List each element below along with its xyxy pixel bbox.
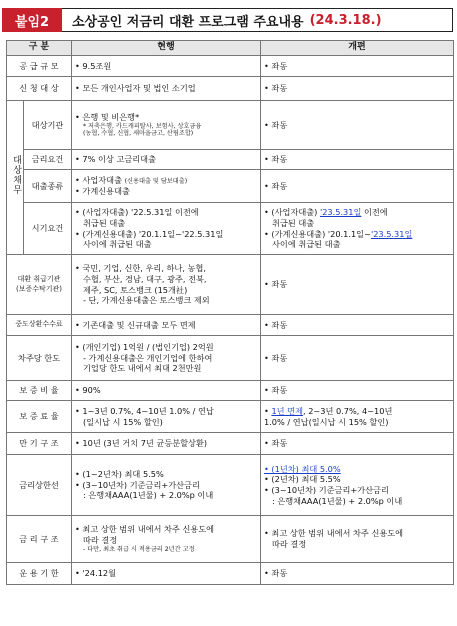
current-cell: • 모든 개인사업자 및 법인 소기업 — [72, 77, 261, 101]
row-label: 대출종류 — [24, 170, 72, 203]
revised-text-part: , 2~3년 0.7%, 4~10년 — [302, 405, 393, 416]
title-box — [62, 8, 453, 32]
current-cell: • '24.12월 — [72, 563, 261, 585]
revised-cell — [261, 401, 454, 433]
table-row — [7, 455, 454, 516]
row-label: 보 증 비 율 — [7, 381, 72, 401]
revised-text-part: • (사업자대출) — [264, 207, 320, 218]
current-cell — [72, 336, 261, 381]
revised-text-part: • — [264, 405, 272, 416]
revised-cell: • 좌동 — [261, 56, 454, 77]
revised-text: • 최고 상한 범위 내에서 차주 신용도에 — [264, 528, 404, 539]
revised-text: • (3~10년차) 기준금리+가산금리 — [264, 485, 389, 495]
revised-text: 따라 결정 — [272, 539, 307, 549]
current-cell — [72, 516, 261, 563]
header-current: 현행 — [72, 41, 261, 56]
current-text: 따라 결정 — [83, 535, 118, 546]
table-row — [7, 203, 454, 255]
current-text — [75, 175, 257, 186]
current-text: : 은행채AAA(1년물) + 2.0%p 이내 — [83, 490, 214, 501]
document-title: 소상공인 저금리 대환 프로그램 주요내용 — [72, 14, 304, 30]
revised-text: 취급된 대출 — [272, 217, 315, 228]
table-row — [7, 150, 454, 170]
revised-highlight: '23.5.31일 — [370, 228, 413, 239]
group-label-target-debt — [7, 101, 24, 255]
revised-cell: • 좌동 — [261, 255, 454, 315]
revised-cell: • 좌동 — [261, 336, 454, 381]
row-label: 차주당 한도 — [7, 336, 72, 381]
row-label-text: 대환 취급기관 — [17, 275, 61, 284]
row-label: 보 증 료 율 — [7, 401, 72, 433]
current-text: • 국민, 기업, 신한, 우리, 하나, 농협, — [75, 263, 206, 274]
current-text: • (3~10년차) 기준금리+가산금리 — [75, 479, 200, 490]
revised-cell: • 좌동 — [261, 315, 454, 336]
current-cell — [72, 455, 261, 516]
current-note: - 다만, 최초 취급 시 적용금리 2년간 고정 — [83, 545, 195, 553]
current-cell: • 10년 (3년 거치 7년 균등분할상환) — [72, 433, 261, 455]
header-revised: 개편 — [261, 41, 454, 56]
row-label: 신 청 대 상 — [7, 77, 72, 101]
current-cell — [72, 170, 261, 203]
table-row — [7, 255, 454, 315]
revised-text — [264, 229, 450, 240]
header-category: 구 분 — [7, 41, 72, 56]
current-note: * 저축은행, 카드캐피탈사, 보험사, 상호금융 — [83, 122, 202, 130]
revised-text: : 은행채AAA(1년물) + 2.0%p 이내 — [272, 495, 403, 506]
table-row — [7, 433, 454, 455]
table-row — [7, 101, 454, 150]
current-note: (농협, 수협, 신협, 새마을금고, 산림조합) — [83, 130, 194, 138]
row-label — [7, 255, 72, 315]
revised-cell — [261, 203, 454, 255]
revised-cell — [261, 455, 454, 516]
attachment-badge: 붙임2 — [2, 8, 62, 32]
table-row — [7, 563, 454, 585]
table-row — [7, 56, 454, 77]
current-text: • 1~3년 0.7%, 4~10년 1.0% / 연납 — [75, 405, 214, 416]
revised-highlight: 1년 면제 — [271, 405, 303, 416]
table-row — [7, 401, 454, 433]
current-cell — [72, 401, 261, 433]
table-row — [7, 315, 454, 336]
revised-highlight: • (1년차) 최대 5.0% — [264, 463, 341, 474]
current-cell — [72, 101, 261, 150]
revised-cell: • 좌동 — [261, 150, 454, 170]
comparison-table — [6, 40, 454, 585]
current-text: 취급된 대출 — [83, 217, 126, 228]
revised-text-part: 이전에 — [361, 207, 388, 218]
current-text: • (개인기업) 1억원 / (법인기업) 2억원 — [75, 342, 214, 353]
row-label: 금 리 구 조 — [7, 516, 72, 563]
table-row — [7, 77, 454, 101]
current-text: 제주, SC, 토스뱅크 (15개社) — [83, 284, 188, 295]
current-text: 사이에 취급된 대출 — [83, 239, 152, 250]
revised-cell: • 좌동 — [261, 433, 454, 455]
current-text: (일시납 시 15% 할인) — [83, 416, 163, 427]
current-text: - 가계신용대출은 개인기업에 한하여 — [83, 352, 213, 363]
document-date: (24.3.18.) — [309, 12, 382, 28]
revised-cell: • 좌동 — [261, 563, 454, 585]
revised-text: • (2년차) 최대 5.5% — [264, 474, 341, 485]
revised-cell: • 좌동 — [261, 381, 454, 401]
row-label: 운 용 기 한 — [7, 563, 72, 585]
current-text: • (사업자대출) '22.5.31일 이전에 — [75, 207, 199, 218]
revised-cell: • 좌동 — [261, 77, 454, 101]
revised-text — [264, 406, 450, 417]
row-label: 대상기관 — [24, 101, 72, 150]
table-header-row — [7, 41, 454, 56]
current-cell: • 90% — [72, 381, 261, 401]
current-cell: • 7% 이상 고금리대출 — [72, 150, 261, 170]
current-cell — [72, 203, 261, 255]
current-text: - 단, 가계신용대출은 토스뱅크 제외 — [83, 295, 210, 306]
revised-cell — [261, 516, 454, 563]
current-cell: • 기존대출 및 신규대출 모두 면제 — [72, 315, 261, 336]
current-note: (신용대출 및 담보대출) — [124, 178, 188, 186]
row-label: 공 급 규 모 — [7, 56, 72, 77]
current-text-part: • 사업자대출 — [75, 175, 122, 186]
current-text: 수협, 부산, 경남, 대구, 광주, 전북, — [83, 273, 207, 284]
table-row — [7, 336, 454, 381]
revised-text — [264, 207, 450, 218]
row-label: 금리상한선 — [7, 455, 72, 516]
row-label: 시기요건 — [24, 203, 72, 255]
revised-text: 1.0% / 연납(일시납 시 15% 할인) — [264, 416, 389, 427]
current-text: • 은행 및 비은행* — [75, 111, 140, 122]
table-row — [7, 170, 454, 203]
row-label-text: (보증수탁기관) — [15, 284, 63, 293]
row-label: 중도상환수수료 — [7, 315, 72, 336]
table-row — [7, 516, 454, 563]
current-cell: • 9.5조원 — [72, 56, 261, 77]
current-cell — [72, 255, 261, 315]
revised-text: 사이에 취급된 대출 — [272, 239, 341, 250]
current-text: • (가계신용대출) '20.1.1일~'22.5.31일 — [75, 228, 224, 239]
current-text: • 최고 상한 범위 내에서 차주 신용도에 — [75, 524, 215, 535]
document-header — [2, 8, 453, 32]
table-row — [7, 381, 454, 401]
revised-highlight: '23.5.31일 — [319, 207, 362, 218]
group-label-text: 대상채무 — [11, 155, 22, 196]
current-text: • 가계신용대출 — [75, 186, 130, 197]
revised-cell: • 좌동 — [261, 170, 454, 203]
current-text: 기업당 한도 내에서 최대 2천만원 — [83, 363, 202, 374]
row-label: 만 기 구 조 — [7, 433, 72, 455]
row-label: 금리요건 — [24, 150, 72, 170]
revised-text-part: • (가계신용대출) '20.1.1일~ — [264, 228, 371, 239]
revised-cell: • 좌동 — [261, 101, 454, 150]
current-text: • (1~2년차) 최대 5.5% — [75, 469, 164, 480]
